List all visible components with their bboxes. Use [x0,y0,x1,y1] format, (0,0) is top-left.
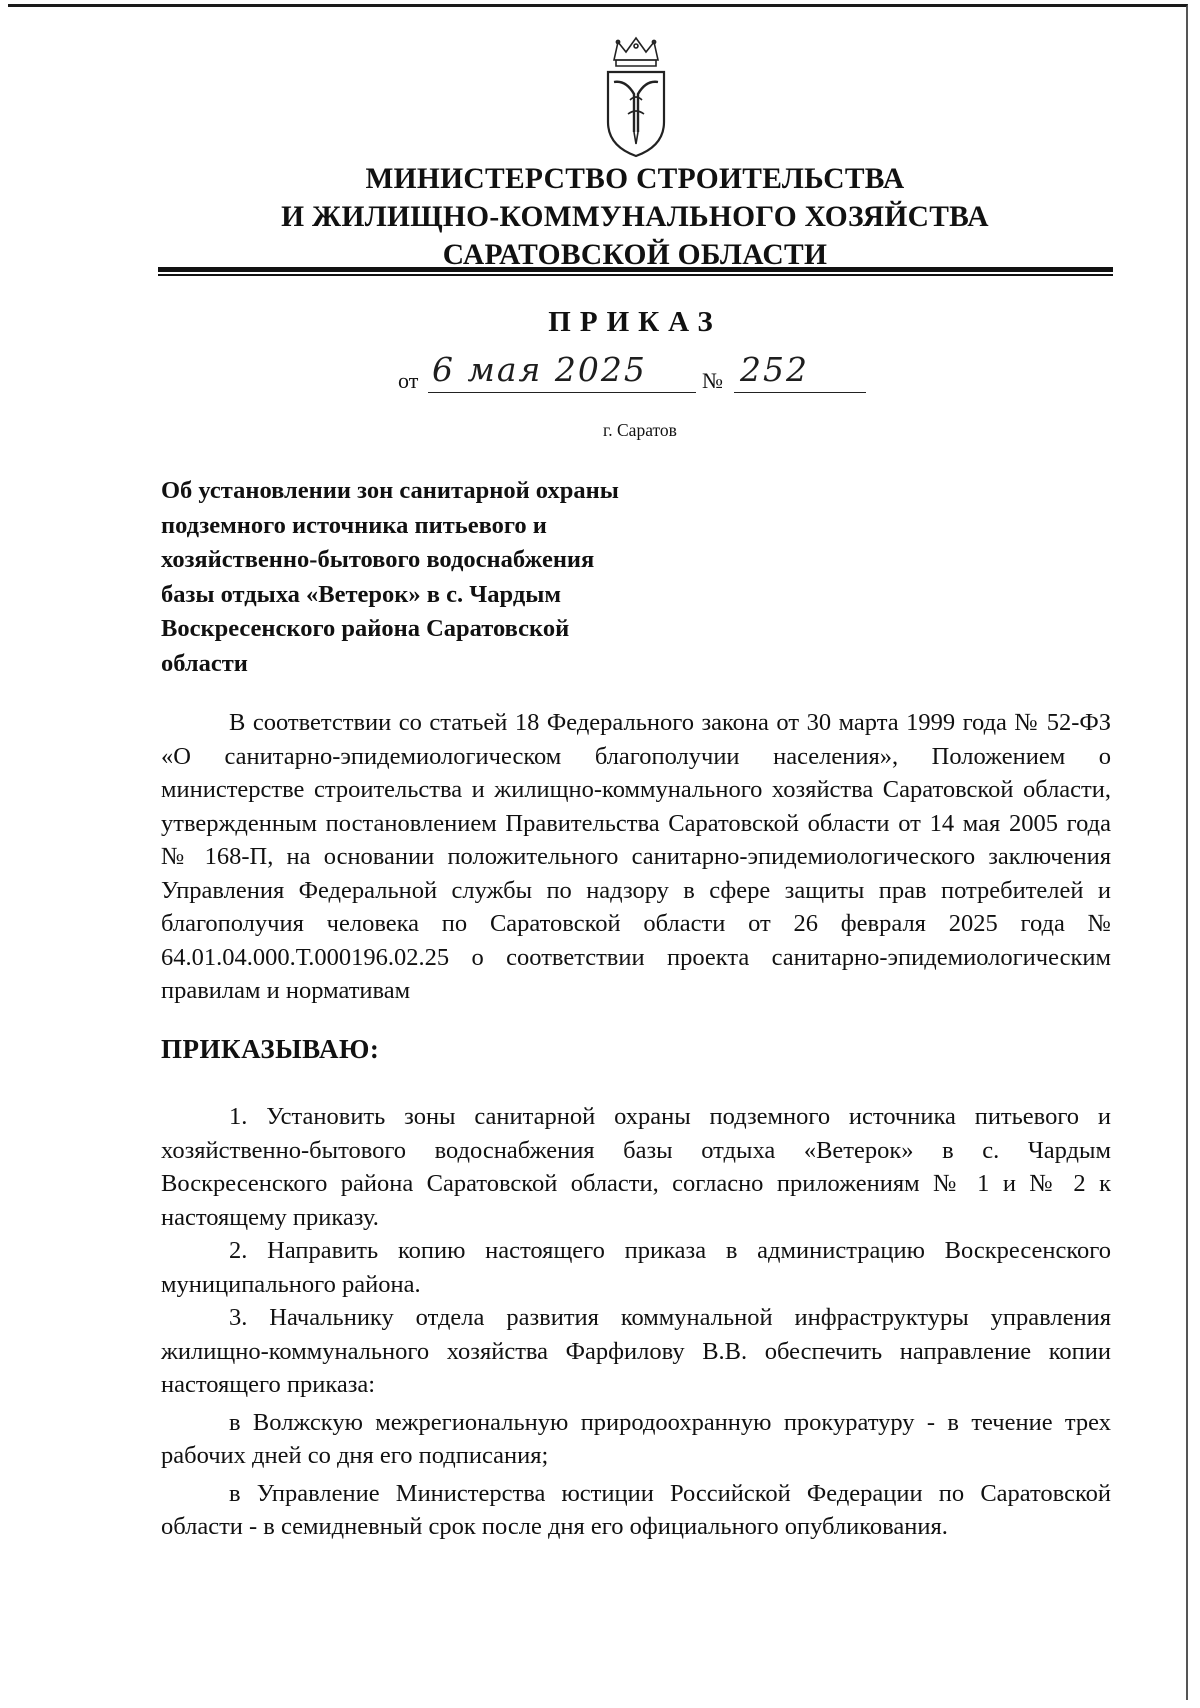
ministry-line-3: САРАТОВСКОЙ ОБЛАСТИ [442,239,828,271]
ministry-name [200,160,1070,274]
preamble [161,706,1111,1008]
number-underline [734,392,866,393]
handwritten-date: 6 мая 2025 [432,350,647,389]
document-type: ПРИКАЗ [548,306,722,338]
ministry-line-1: МИНИСТЕРСТВО СТРОИТЕЛЬСТВА [365,163,905,195]
number-prefix: № [702,368,723,393]
handwritten-number: 252 [740,350,809,389]
order-items [161,1100,1111,1544]
order-subject [161,474,721,681]
ministry-line-2: И ЖИЛИЩНО-КОММУНАЛЬНОГО ХОЗЯЙСТВА [281,201,989,233]
subject-line: базы отдыха «Ветерок» в с. Чардым [161,580,562,608]
order-subitem-justice: в Управление Министерства юстиции Российской Федерации по Саратовской области - в семидневный срок после дня его официального опубликования. [161,1479,1111,1540]
subject-line: области [161,649,248,677]
order-date-line [398,350,898,400]
subject-line: хозяйственно-бытового водоснабжения [161,546,595,573]
preamble-paragraph: В соответствии со статьей 18 Федерального закона от 30 марта 1999 года № 52-ФЗ «О санитарно-эпидемиологическом благополучии населения», Положением о министерстве строительства и жилищно-коммунального хозяйства Саратовской области, утвержденным постановлением Правительства Саратовской области от 14 мая 2005 года № 168-П, на основании положительного санитарно-эпидемиологического заключения Управления Федеральной службы по надзору в сфере защиты прав потребителей и благополучия человека по Саратовской области от 26 февраля 2025 года № 64.01.04.000.Т.000196.02.25 о соответствии проекта санитарно-эпидемиологическим правилам и нормативам [161,709,1111,1004]
order-item-2: 2. Направить копию настоящего приказа в администрацию Воскресенского муниципального района. [161,1237,1111,1298]
order-item-1: 1. Установить зоны санитарной охраны подземного источника питьевого и хозяйственно-бытового водоснабжения базы отдыха «Ветерок» в с. Чардым Воскресенского района Саратовской области, согласно приложениям № 1 и № 2 к настоящему приказу. [161,1103,1111,1231]
order-item-3: 3. Начальнику отдела развития коммунальной инфраструктуры управления жилищно-коммунального хозяйства Фарфилову В.В. обеспечить направление копии настоящего приказа: [161,1304,1111,1398]
subject-line: Воскресенского района Саратовской [161,615,570,642]
order-directive: ПРИКАЗЫВАЮ: [161,1034,380,1064]
date-prefix: от [398,368,419,393]
city: г. Саратов [603,420,677,440]
order-subitem-prosecutor: в Волжскую межрегиональную природоохранную прокуратуру - в течение трех рабочих дней со дня его подписания; [161,1408,1111,1469]
date-underline [428,392,696,393]
saratov-coat-of-arms-icon [604,34,668,158]
subject-line: Об установлении зон санитарной охраны [161,477,619,504]
header-divider [158,267,1113,276]
subject-line: подземного источника питьевого и [161,511,547,539]
